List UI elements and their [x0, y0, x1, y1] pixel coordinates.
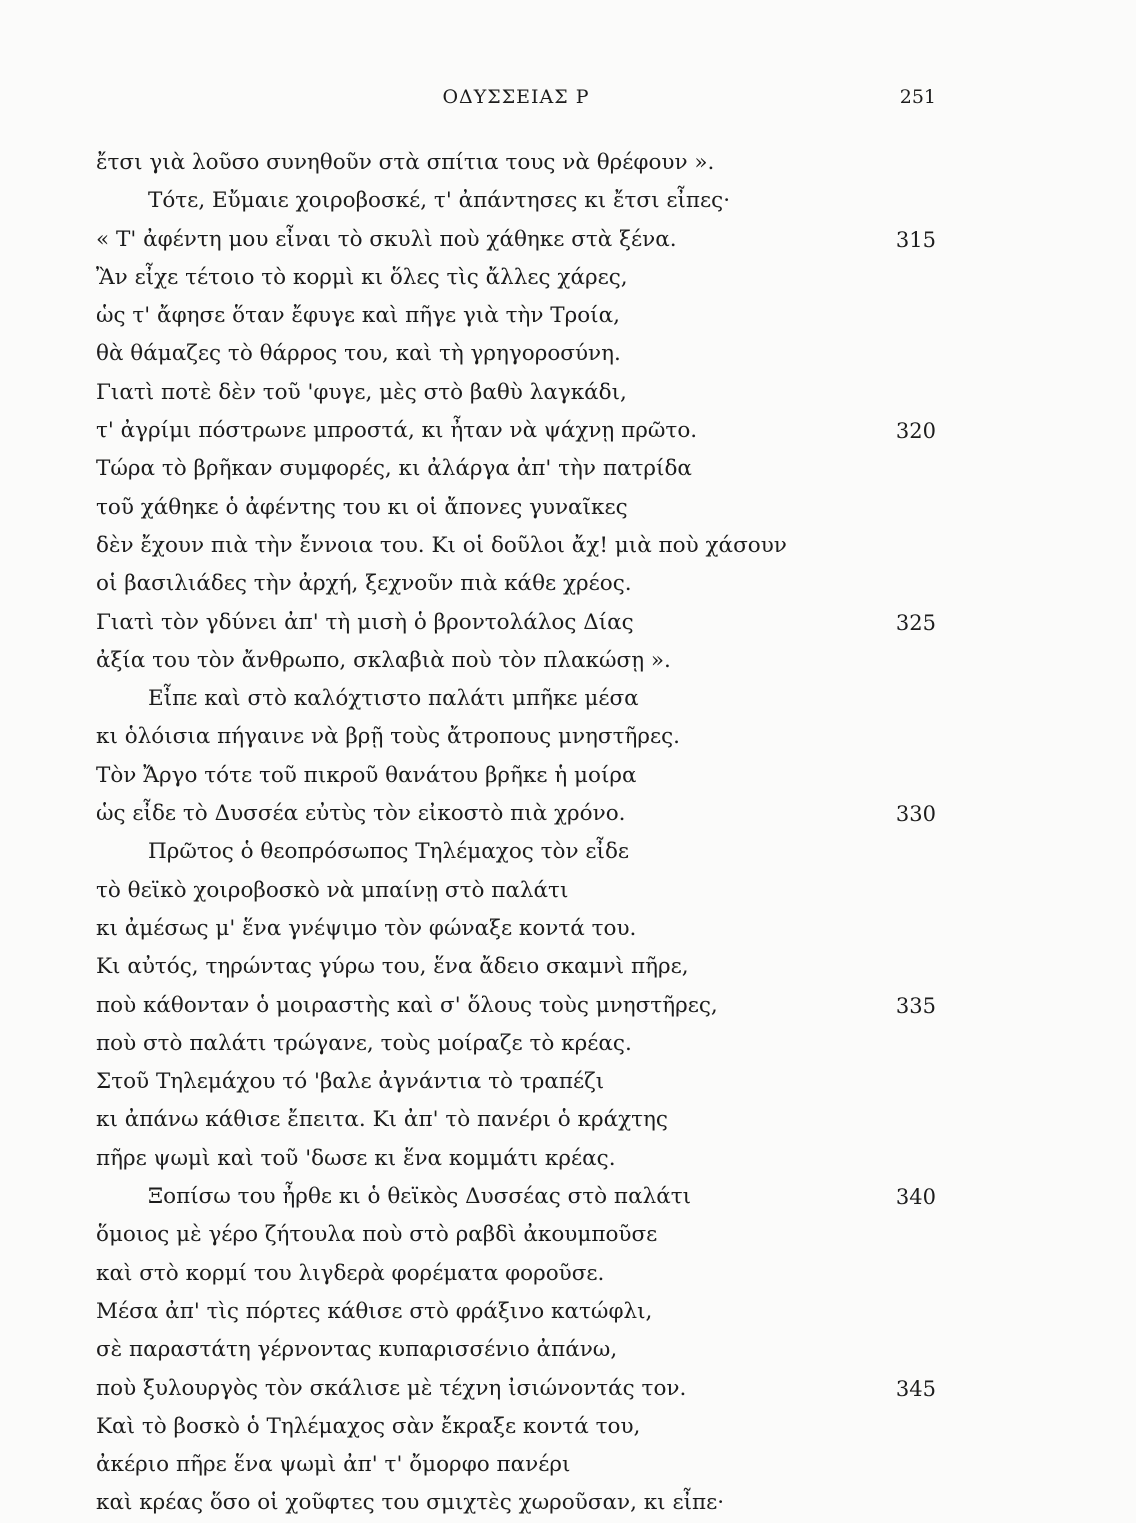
verse-text: ἀκέριο πῆρε ἕνα ψωμὶ ἀπ' τ' ὄμορφο πανέρι	[96, 1452, 571, 1478]
verse-text: τοῦ χάθηκε ὁ ἀφέντης του κι οἱ ἄπονες γυναῖκες	[96, 494, 628, 520]
verse-text: κι ἀπάνω κάθισε ἔπειτα. Κι ἀπ' τὸ πανέρι ὁ κράχτης	[96, 1107, 668, 1133]
verse-text: Τότε, Εὔμαιε χοιροβοσκέ, τ' ἀπάντησες κι ἔτσι εἶπες·	[148, 188, 731, 214]
verse-text: πῆρε ψωμὶ καὶ τοῦ 'δωσε κι ἕνα κομμάτι κρέας.	[96, 1145, 616, 1171]
verse-text: τ' ἀγρίμι πόστρωνε μπροστά, κι ἦταν νὰ ψάχνῃ πρῶτο.	[96, 418, 698, 444]
verse-line	[96, 1178, 936, 1216]
verse-text: ὡς τ' ἄφησε ὅταν ἔφυγε καὶ πῆγε γιὰ τὴν Τροία,	[96, 303, 620, 329]
line-number: 325	[895, 610, 936, 635]
verse-line	[96, 833, 936, 871]
verse-text: καὶ στὸ κορμί του λιγδερὰ φορέματα φοροῦσε.	[96, 1260, 605, 1286]
verse-block	[96, 144, 936, 1523]
verse-line	[96, 374, 936, 412]
verse-line	[96, 718, 936, 756]
verse-line	[96, 182, 936, 220]
verse-line	[96, 1255, 936, 1293]
verse-text: κι ἀμέσως μ' ἕνα γνέψιμο τὸν φώναξε κοντά του.	[96, 915, 637, 941]
verse-line	[96, 872, 936, 910]
page-number: 251	[899, 86, 936, 108]
verse-text: ποὺ κάθονταν ὁ μοιραστὴς καὶ σ' ὅλους τοὺς μνηστῆρες,	[96, 992, 718, 1018]
verse-line	[96, 948, 936, 986]
verse-text: ποὺ ξυλουργὸς τὸν σκάλισε μὲ τέχνη ἰσιώνοντάς τον.	[96, 1375, 687, 1401]
verse-line	[96, 987, 936, 1025]
verse-line	[96, 259, 936, 297]
verse-text: Τώρα τὸ βρῆκαν συμφορές, κι ἀλάργα ἀπ' τὴν πατρίδα	[96, 456, 692, 482]
verse-text: δὲν ἔχουν πιὰ τὴν ἔννοια του. Κι οἱ δοῦλοι ἄχ! μιὰ ποὺ χάσουν	[96, 532, 787, 558]
verse-line	[96, 297, 936, 335]
verse-line	[96, 604, 936, 642]
verse-text: Κι αὐτός, τηρώντας γύρω του, ἕνα ἄδειο σκαμνὶ πῆρε,	[96, 954, 689, 980]
verse-text: Ξοπίσω του ἦρθε κι ὁ θεϊκὸς Δυσσέας στὸ παλάτι	[148, 1184, 692, 1210]
verse-text: ποὺ στὸ παλάτι τρώγανε, τοὺς μοίραζε τὸ κρέας.	[96, 1030, 632, 1056]
verse-line	[96, 642, 936, 680]
verse-line	[96, 144, 936, 182]
verse-line	[96, 1216, 936, 1254]
verse-text: τὸ θεϊκὸ χοιροβοσκὸ νὰ μπαίνῃ στὸ παλάτι	[96, 877, 569, 903]
verse-text: κι ὁλόισια πήγαινε νὰ βρῇ τοὺς ἄτροπους μνηστῆρες.	[96, 724, 680, 750]
line-number: 340	[895, 1185, 936, 1210]
verse-text: ἀξία του τὸν ἄνθρωπο, σκλαβιὰ ποὺ τὸν πλακώσῃ ».	[96, 647, 671, 673]
verse-line	[96, 757, 936, 795]
verse-text: θὰ θάμαζες τὸ θάρρος του, καὶ τὴ γρηγοροσύνη.	[96, 341, 621, 367]
verse-text: οἱ βασιλιάδες τὴν ἀρχή, ξεχνοῦν πιὰ κάθε χρέος.	[96, 571, 632, 597]
verse-text: Πρῶτος ὁ θεοπρόσωπος Τηλέμαχος τὸν εἶδε	[148, 839, 630, 865]
verse-text: Τὸν Ἄργο τότε τοῦ πικροῦ θανάτου βρῆκε ἡ μοίρα	[96, 762, 637, 788]
verse-text: Γιατὶ ποτὲ δὲν τοῦ 'φυγε, μὲς στὸ βαθὺ λαγκάδι,	[96, 379, 627, 405]
verse-line	[96, 910, 936, 948]
verse-line	[96, 680, 936, 718]
verse-line	[96, 335, 936, 373]
page-header	[96, 86, 936, 116]
verse-text: Εἶπε καὶ στὸ καλόχτιστο παλάτι μπῆκε μέσα	[148, 686, 639, 712]
verse-line	[96, 1484, 936, 1522]
line-number: 330	[895, 802, 936, 827]
verse-line	[96, 1331, 936, 1369]
verse-line	[96, 1025, 936, 1063]
verse-line	[96, 489, 936, 527]
verse-text: ἔτσι γιὰ λοῦσο συνηθοῦν στὰ σπίτια τους νὰ θρέφουν ».	[96, 150, 715, 175]
verse-line	[96, 1101, 936, 1139]
verse-line	[96, 1370, 936, 1408]
verse-line	[96, 1140, 936, 1178]
verse-line	[96, 795, 936, 833]
verse-line	[96, 1446, 936, 1484]
line-number: 335	[895, 993, 936, 1018]
verse-text: Ἂν εἶχε τέτοιο τὸ κορμὶ κι ὅλες τὶς ἄλλες χάρες,	[96, 264, 628, 290]
verse-text: Γιατὶ τὸν γδύνει ἀπ' τὴ μισὴ ὁ βροντολάλος Δίας	[96, 609, 634, 635]
verse-line	[96, 1293, 936, 1331]
verse-text: καὶ κρέας ὅσο οἱ χοῦφτες του σμιχτὲς χωροῦσαν, κι εἶπε·	[96, 1490, 725, 1516]
verse-line	[96, 1408, 936, 1446]
verse-line	[96, 412, 936, 450]
verse-line	[96, 565, 936, 603]
verse-line	[96, 221, 936, 259]
verse-line	[96, 527, 936, 565]
line-number: 320	[895, 419, 936, 444]
line-number: 315	[895, 227, 936, 252]
verse-text: « Τ' ἀφέντη μου εἶναι τὸ σκυλὶ ποὺ χάθηκε στὰ ξένα.	[96, 226, 677, 252]
verse-text: ὅμοιος μὲ γέρο ζήτουλα ποὺ στὸ ραβδὶ ἀκουμποῦσε	[96, 1222, 658, 1248]
verse-text: σὲ παραστάτη γέρνοντας κυπαρισσένιο ἀπάνω,	[96, 1337, 618, 1363]
verse-text: Στοῦ Τηλεμάχου τό 'βαλε ἀγνάντια τὸ τραπέζι	[96, 1069, 605, 1095]
verse-text: Μέσα ἀπ' τὶς πόρτες κάθισε στὸ φράξινο κατώφλι,	[96, 1298, 653, 1324]
verse-line	[96, 450, 936, 488]
verse-text: ὡς εἶδε τὸ Δυσσέα εὐτὺς τὸν εἰκοστὸ πιὰ χρόνο.	[96, 801, 626, 827]
line-number: 345	[895, 1376, 936, 1401]
running-head: ΟΔΥΣΣΕΙΑΣ Ρ	[442, 86, 590, 108]
verse-text: Καὶ τὸ βοσκὸ ὁ Τηλέμαχος σὰν ἔκραξε κοντά του,	[96, 1413, 641, 1439]
verse-line	[96, 1063, 936, 1101]
